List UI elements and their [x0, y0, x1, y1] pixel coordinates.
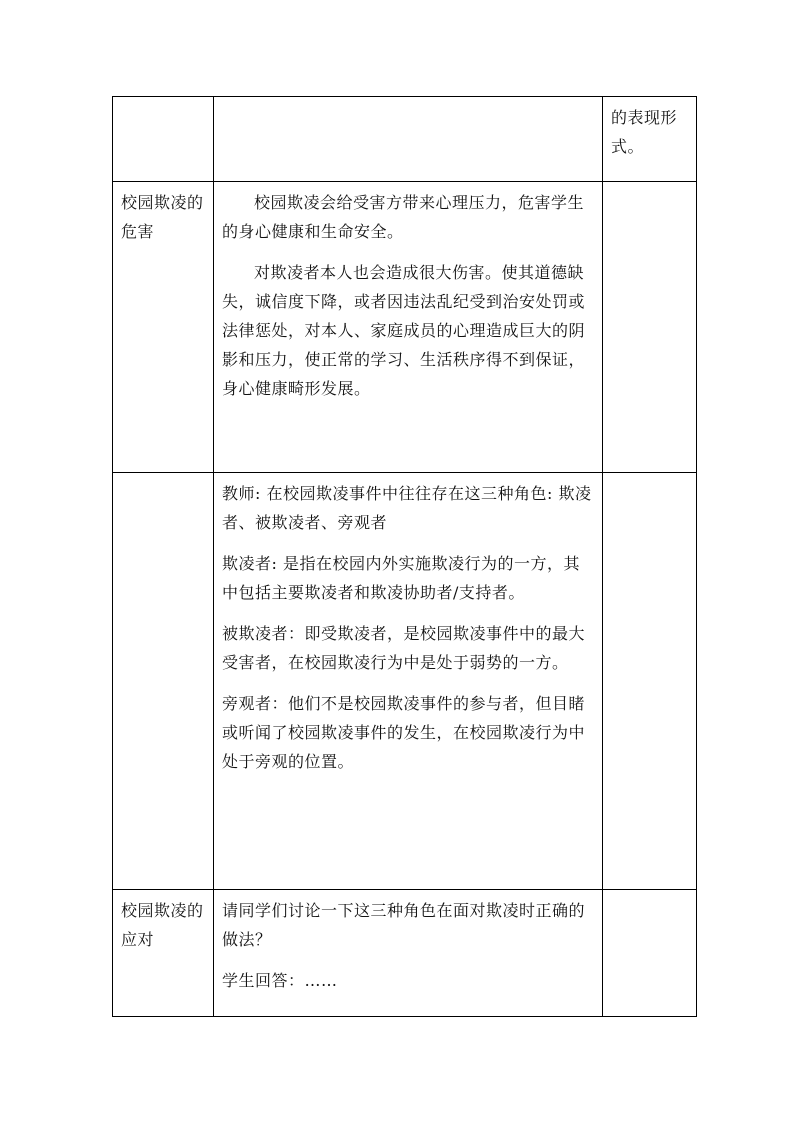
note-cell: [603, 890, 697, 1017]
paragraph: 请同学们讨论一下这三种角色在面对欺凌时正确的做法？: [222, 901, 586, 949]
paragraph: 对欺凌者本人也会造成很大伤害。使其道德缺失，诚信度下降，或者因违法乱纪受到治安处罚或法律惩处，对本人、家庭成员的心理造成巨大的阴影和压力，使正常的学习、生活秩序得不到保证，身心健康畸形发展。: [222, 263, 586, 398]
table-row: [113, 97, 697, 182]
table-row: [113, 182, 697, 473]
section-cell: 校园欺凌的应对: [113, 890, 214, 1017]
content-cell: [214, 97, 603, 182]
lesson-table: [112, 96, 697, 1017]
note-cell: 的表现形式。: [603, 97, 697, 182]
paragraph: 欺凌者: 是指在校园内外实施欺凌行为的一方，其中包括主要欺凌者和欺凌协助者/支持者。: [222, 554, 580, 602]
content-cell: [214, 890, 603, 1017]
paragraph: 教师: 在校园欺凌事件中往往存在这三种角色: 欺凌者、被欺凌者、旁观者: [222, 484, 592, 532]
content-cell: [214, 473, 603, 890]
table-row: [113, 473, 697, 890]
content-cell: [214, 182, 603, 473]
paragraph: 学生回答：……: [222, 971, 338, 990]
paragraph: 被欺凌者：即受欺凌者，是校园欺凌事件中的最大受害者，在校园欺凌行为中是处于弱势的一方。: [222, 624, 586, 672]
note-cell: [603, 473, 697, 890]
section-cell: [113, 473, 214, 890]
table-row: [113, 890, 697, 1017]
section-cell: 校园欺凌的危害: [113, 182, 214, 473]
note-cell: [603, 182, 697, 473]
paragraph: 旁观者：他们不是校园欺凌事件的参与者，但目睹或听闻了校园欺凌事件的发生，在校园欺凌行为中处于旁观的位置。: [222, 694, 586, 771]
paragraph: 校园欺凌会给受害方带来心理压力，危害学生的身心健康和生命安全。: [222, 193, 585, 241]
section-cell: [113, 97, 214, 182]
